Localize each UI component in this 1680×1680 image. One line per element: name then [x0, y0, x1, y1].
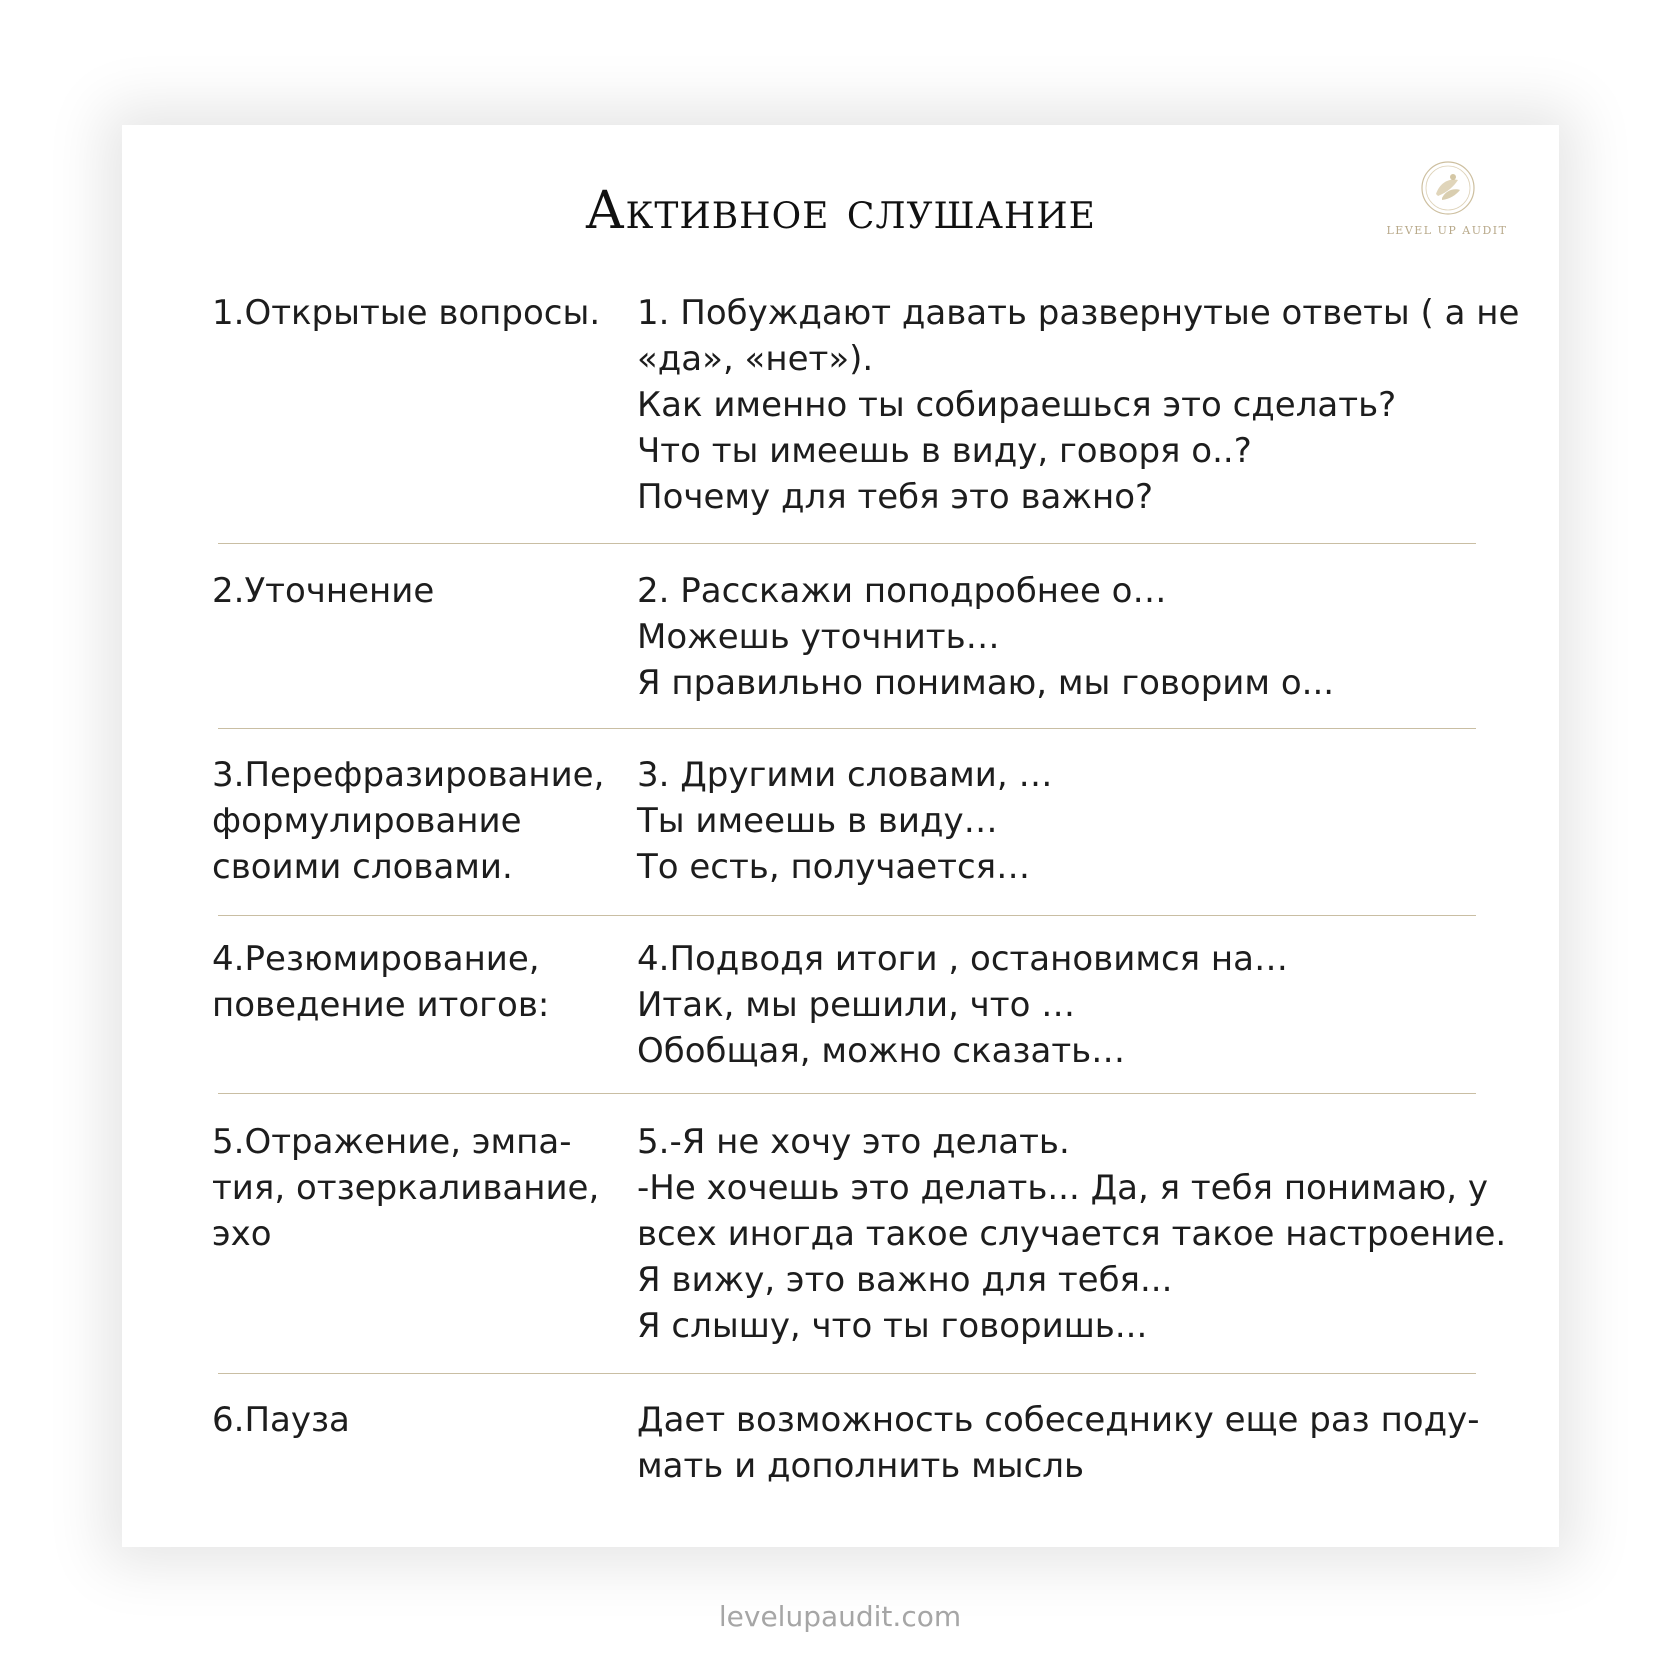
row-content: 1. Побуждают давать развернутые ответы ( а не «да», «нет»). Как именно ты собираешься это сделать? Что ты имеешь в виду, говоря о..? Почему для тебя это важно? — [637, 293, 1520, 517]
row-content: 3. Другими словами, … Ты имеешь в виду… То есть, получается… — [637, 755, 1053, 887]
divider — [218, 1093, 1476, 1094]
row-label: 2.Уточнение — [212, 571, 435, 611]
row-content: Дает возможность собеседнику еще раз поду- мать и дополнить мысль — [637, 1400, 1480, 1486]
row-content: 2. Расскажи поподробнее о… Можешь уточнить… Я правильно понимаю, мы говорим о... — [637, 571, 1335, 703]
divider — [218, 1373, 1476, 1374]
footer-url: levelupaudit.com — [718, 1600, 962, 1633]
row-label: 5.Отражение, эмпа- тия, отзеркаливание, эхо — [212, 1122, 600, 1254]
card — [122, 125, 1559, 1547]
logo — [1377, 160, 1517, 260]
page-title: Активное слушание — [585, 181, 1096, 241]
row-content: 4.Подводя итоги , остановимся на… Итак, мы решили, что … Обобщая, можно сказать… — [637, 939, 1288, 1071]
row-label: 1.Открытые вопросы. — [212, 293, 601, 333]
divider — [218, 728, 1476, 729]
divider — [218, 543, 1476, 544]
row-label: 3.Перефразирование, формулирование своими словами. — [212, 755, 605, 887]
row-label: 6.Пауза — [212, 1400, 350, 1440]
divider — [218, 915, 1476, 916]
logo-text: LEVEL UP AUDIT — [1386, 224, 1508, 237]
row-label: 4.Резюмирование, поведение итогов: — [212, 939, 550, 1025]
logo-emblem-icon — [1420, 160, 1476, 216]
row-content: 5.-Я не хочу это делать. -Не хочешь это делать... Да, я тебя понимаю, у всех иногда такое случается такое настроение. Я вижу, это важно для тебя... Я слышу, что ты говоришь... — [637, 1122, 1507, 1346]
